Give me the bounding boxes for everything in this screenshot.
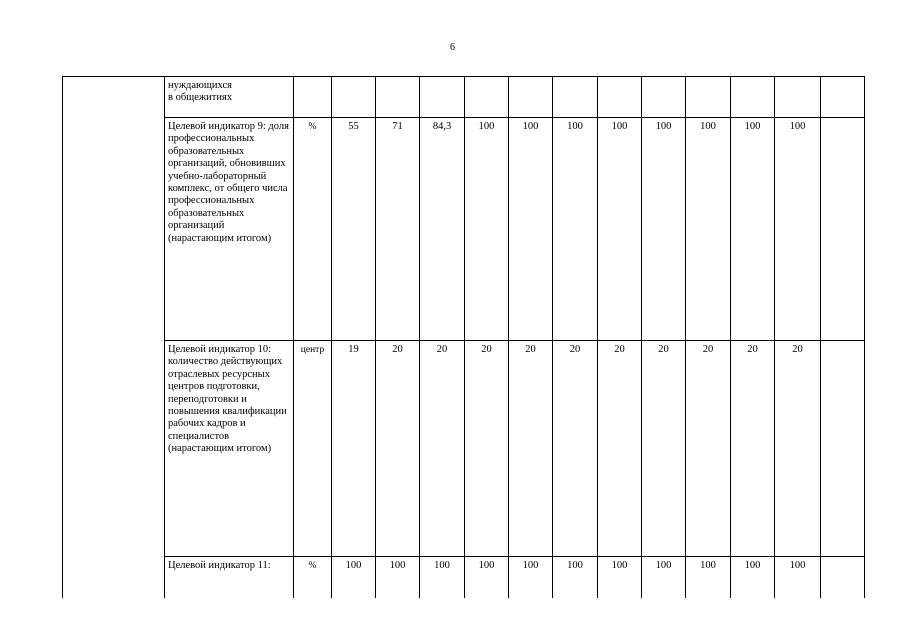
value-cell: 100 — [731, 557, 775, 599]
value-cell: 71 — [376, 118, 420, 341]
page-number: 6 — [450, 42, 455, 53]
indicator-name: Целевой индикатор 9: доля профессиональных образовательных организаций, обновивших учебно-лабораторный комплекс, от общего числа профессиональных образовательных организаций (нарастающим итогом) — [168, 121, 289, 244]
value-cell — [553, 77, 598, 118]
value-cell: 100 — [598, 557, 642, 599]
value-cell: 100 — [465, 118, 509, 341]
value-cell — [821, 557, 865, 599]
value-cell: 100 — [553, 557, 598, 599]
value-cell — [821, 77, 865, 118]
value-cell — [775, 77, 821, 118]
indicator-name: нуждающихся в общежитиях — [168, 80, 233, 104]
value-cell: 100 — [376, 557, 420, 599]
value-cell: 100 — [775, 118, 821, 341]
value-cell — [332, 77, 376, 118]
value-cell: 100 — [775, 557, 821, 599]
value-cell: 20 — [598, 341, 642, 557]
value-cell: 100 — [509, 557, 553, 599]
value-cell — [686, 77, 731, 118]
value-cell — [465, 77, 509, 118]
value-cell: 20 — [420, 341, 465, 557]
value-cell: 19 — [332, 341, 376, 557]
indicator-name-cell — [165, 341, 294, 557]
value-cell: 100 — [686, 118, 731, 341]
indicator-name-cell — [165, 77, 294, 118]
value-cell — [821, 118, 865, 341]
table-row — [63, 77, 865, 118]
unit-cell: % — [294, 557, 332, 599]
indicator-name: Целевой индикатор 10: количество действующих отраслевых ресурсных центров подготовки, переподготовки и повышения квалификации рабочих кадров и специалистов (нарастающим итогом) — [168, 344, 287, 455]
value-cell: 100 — [553, 118, 598, 341]
table-body — [63, 77, 865, 599]
value-cell: 20 — [376, 341, 420, 557]
value-cell: 100 — [686, 557, 731, 599]
unit-cell — [294, 77, 332, 118]
value-cell: 100 — [465, 557, 509, 599]
value-cell: 55 — [332, 118, 376, 341]
value-cell — [376, 77, 420, 118]
value-cell: 20 — [686, 341, 731, 557]
value-cell: 100 — [332, 557, 376, 599]
value-cell: 20 — [775, 341, 821, 557]
value-cell: 100 — [509, 118, 553, 341]
indicator-table-wrap — [62, 76, 865, 598]
table-row — [63, 557, 865, 599]
value-cell — [731, 77, 775, 118]
value-cell: 100 — [420, 557, 465, 599]
value-cell — [509, 77, 553, 118]
unit-cell: центр — [294, 341, 332, 557]
value-cell: 20 — [509, 341, 553, 557]
value-cell: 84,3 — [420, 118, 465, 341]
table-row — [63, 118, 865, 341]
value-cell: 20 — [553, 341, 598, 557]
value-cell — [642, 77, 686, 118]
value-cell: 100 — [598, 118, 642, 341]
value-cell: 100 — [731, 118, 775, 341]
value-cell: 100 — [642, 118, 686, 341]
value-cell: 20 — [465, 341, 509, 557]
value-cell: 100 — [642, 557, 686, 599]
indicator-name-cell — [165, 118, 294, 341]
goal-cell — [63, 77, 165, 599]
unit-cell: % — [294, 118, 332, 341]
value-cell — [598, 77, 642, 118]
indicator-name: Целевой индикатор 11: — [168, 560, 271, 571]
value-cell: 20 — [642, 341, 686, 557]
value-cell — [821, 341, 865, 557]
value-cell: 20 — [731, 341, 775, 557]
table-row — [63, 341, 865, 557]
indicator-table — [62, 76, 865, 598]
value-cell — [420, 77, 465, 118]
indicator-name-cell — [165, 557, 294, 599]
